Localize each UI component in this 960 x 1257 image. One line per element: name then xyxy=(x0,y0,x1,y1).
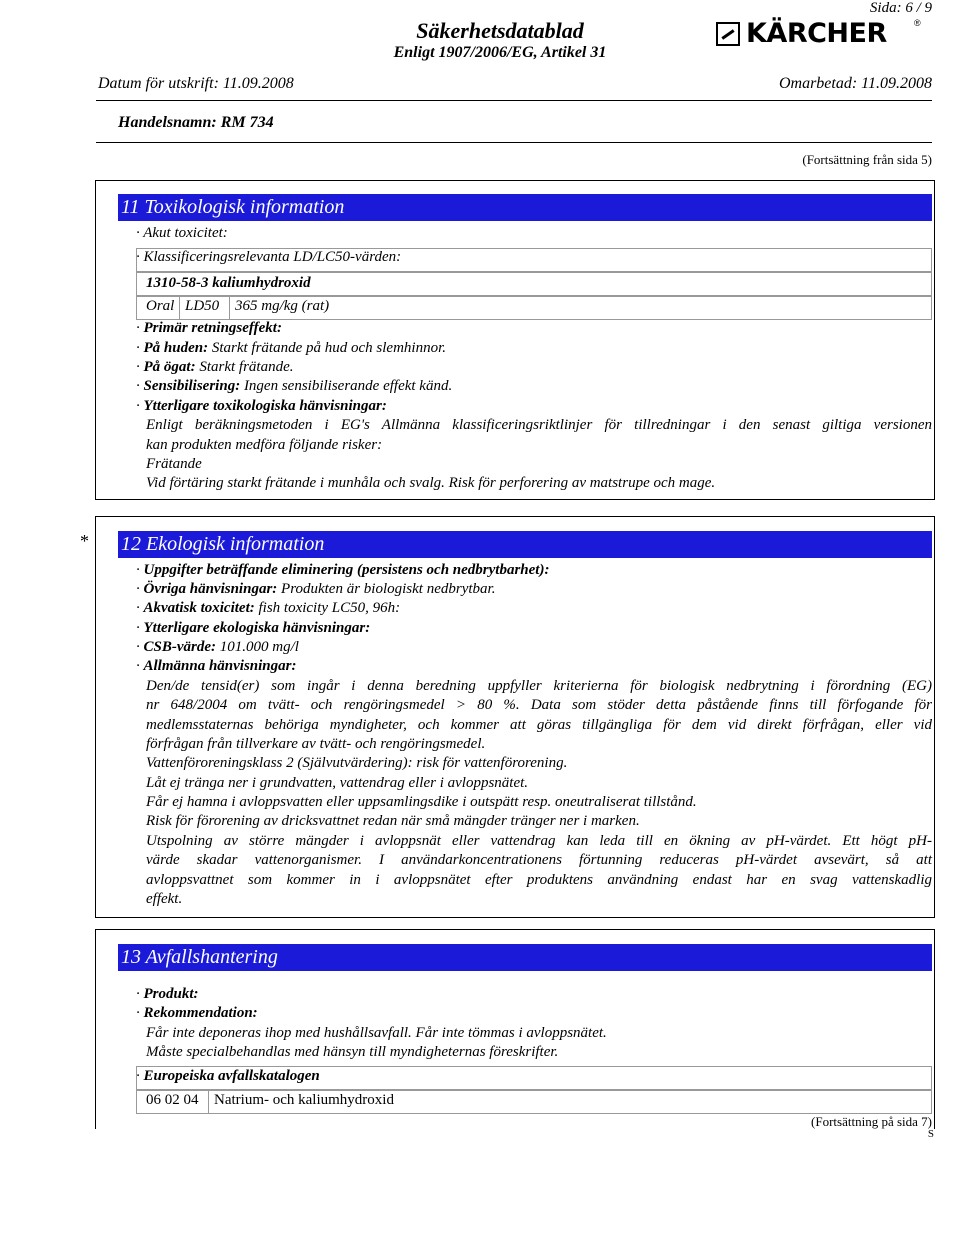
recommendation-text: Får inte deponeras ihop med hushållsavfall. Får inte tömmas i avloppsnätet. xyxy=(146,1025,607,1041)
acute-toxicity: · Akut toxicitet: xyxy=(136,225,228,241)
ingestion-risk: Vid förtäring starkt frätande i munhåla och svalg. Risk för perforering av matstrupe och mage. xyxy=(146,475,716,491)
sensitization: · Sensibilisering: Ingen sensibiliserande effekt känd. xyxy=(136,378,453,394)
substance-row-frame xyxy=(136,272,932,296)
substance-id: 1310-58-3 kaliumhydroxid xyxy=(146,275,311,291)
recommendation-label: · Rekommendation: xyxy=(136,1005,258,1021)
product-label: · Produkt: xyxy=(136,986,199,1002)
print-date: Datum för utskrift: 11.09.2008 xyxy=(98,75,294,92)
section-12-heading: 12 Ekologisk information xyxy=(118,531,932,558)
general-notes-line: nr 648/2004 om tvätt- och rengöringsmedel > 80 %. Data som stöder detta påstående finns till förfogande för xyxy=(146,697,932,713)
cell-divider xyxy=(179,297,180,319)
recommendation-text: Måste specialbehandlas med hänsyn till myndigheternas föreskrifter. xyxy=(146,1044,559,1060)
waste-catalog-frame xyxy=(136,1066,932,1090)
primary-irritation: · Primär retningseffekt: xyxy=(136,320,282,336)
trade-name: Handelsnamn: RM 734 xyxy=(118,114,274,131)
page-mark: S xyxy=(927,1128,934,1140)
classification-row-frame xyxy=(136,248,932,272)
revision-star: * xyxy=(80,531,89,551)
general-notes-line: avloppsvattnet som kommer in i avloppsnätet efter produktens användning endast har en svag vattenskadlig xyxy=(146,872,932,888)
further-toxicology-text: kan produkten medföra följande risker: xyxy=(146,437,383,453)
cell-divider xyxy=(229,297,230,319)
csb-value: · CSB-värde: 101.000 mg/l xyxy=(136,639,299,655)
general-notes-line: effekt. xyxy=(146,891,183,907)
further-eco-notes: · Ytterligare ekologiska hänvisningar: xyxy=(136,620,371,636)
ld50-table-row xyxy=(136,296,932,320)
general-notes-line: Får ej hamna i avloppsvatten eller uppsamlingsdike i outspätt resp. oneutraliserat tillstånd. xyxy=(146,794,697,810)
waste-code: 06 02 04 xyxy=(146,1092,199,1108)
header-divider xyxy=(96,100,932,101)
section-11-heading: 11 Toxikologisk information xyxy=(118,194,932,221)
further-toxicology-label: · Ytterligare toxikologiska hänvisningar: xyxy=(136,398,387,414)
general-notes-label: · Allmänna hänvisningar: xyxy=(136,658,297,674)
document-title: Säkerhetsdatablad xyxy=(416,18,584,43)
logo-text: KÄRCHER xyxy=(746,18,887,49)
general-notes-line: värde skadar vattenorganismer. I användarkoncentrationens förtunning reduceras pH-värdet avsevärt, så att xyxy=(146,852,932,868)
other-notes: · Övriga hänvisningar: Produkten är biologiskt nedbrytbar. xyxy=(136,581,496,597)
section-13-heading: 13 Avfallshantering xyxy=(118,944,932,971)
waste-code-row xyxy=(136,1090,932,1114)
waste-code-description: Natrium- och kaliumhydroxid xyxy=(214,1092,394,1108)
skin-effect: · På huden: Starkt frätande på hud och slemhinnor. xyxy=(136,340,446,356)
classification-values: · Klassificeringsrelevanta LD/LC50-värden: xyxy=(136,249,402,265)
continued-to: (Fortsättning på sida 7) xyxy=(811,1114,932,1129)
continued-from: (Fortsättning från sida 5) xyxy=(802,152,932,167)
ld50-value: 365 mg/kg (rat) xyxy=(235,298,330,314)
waste-catalog-label: · Europeiska avfallskatalogen xyxy=(136,1068,320,1084)
ld50-type: LD50 xyxy=(185,298,220,314)
eye-effect: · På ögat: Starkt frätande. xyxy=(136,359,294,375)
general-notes-line: Låt ej tränga ner i grundvatten, vattendrag eller i avloppsnätet. xyxy=(146,775,529,791)
document-subtitle: Enligt 1907/2006/EG, Artikel 31 xyxy=(393,44,607,61)
aquatic-toxicity: · Akvatisk toxicitet: fish toxicity LC50, 96h: xyxy=(136,600,401,616)
revised-date: Omarbetad: 11.09.2008 xyxy=(778,75,932,92)
registered-mark: ® xyxy=(914,18,921,28)
general-notes-line: medlemsstaternas behöriga myndigheter, och kommer att göras tillgängliga för dem vid direkt förfrågan, eller vid xyxy=(146,717,932,733)
logo-mark-icon xyxy=(716,22,740,46)
page-number: Sida: 6 / 9 xyxy=(869,0,932,16)
trade-divider xyxy=(96,142,932,143)
karcher-logo xyxy=(716,18,921,50)
cell-divider xyxy=(208,1091,209,1113)
general-notes-line: Risk för förorening av dricksvattnet redan när små mängder tränger ner i marken. xyxy=(146,813,640,829)
general-notes-line: Vattenföroreningsklass 2 (Självutvärdering): risk för vattenförorening. xyxy=(146,755,568,771)
elimination-info: · Uppgifter beträffande eliminering (persistens och nedbrytbarhet): xyxy=(136,562,550,578)
general-notes-line: Den/de tensid(er) som ingår i denna beredning uppfyller kriterierna för biologisk nedbrytning i förordning (EG) xyxy=(146,678,932,694)
general-notes-line: förfrågan från tillverkare av tvätt- och rengöringsmedel. xyxy=(146,736,486,752)
corrosive-label: Frätande xyxy=(146,456,202,472)
ld50-route: Oral xyxy=(146,298,175,314)
general-notes-line: Utspolning av större mängder i avloppsnät eller vattendrag kan leda till en ökning av pH-värdet. Ett högt pH- xyxy=(146,833,932,849)
further-toxicology-text: Enligt beräkningsmetoden i EG's Allmänna klassificeringsriktlinjer för tillredningar i den senast giltiga versionen xyxy=(146,417,932,433)
